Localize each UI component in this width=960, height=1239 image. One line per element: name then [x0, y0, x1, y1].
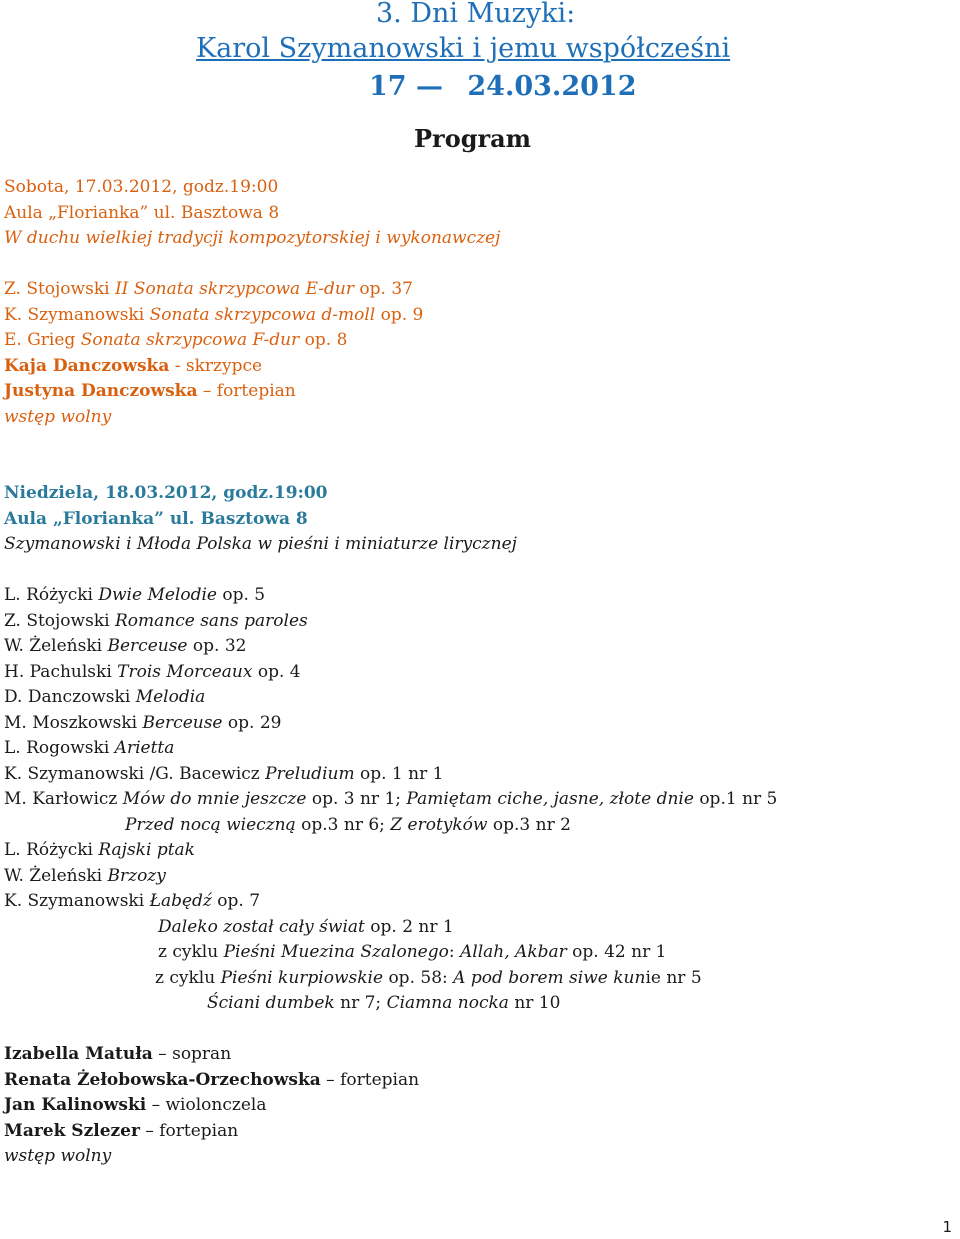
program-item-continued: Ściani dumbek nr 7; Ciamna nocka nr 10	[207, 993, 561, 1013]
saturday-section	[4, 175, 934, 430]
performer: Marek Szlezer – fortepian	[4, 1120, 239, 1141]
program-item-continued: z cyklu Pieśni kurpiowskie op. 58: A pod borem siwe kunie nr 5	[155, 967, 702, 988]
program-item: W. Żeleński Brzozy	[4, 865, 166, 886]
sunday-theme: Szymanowski i Młoda Polska w pieśni i miniaturze lirycznej	[4, 534, 517, 554]
sunday-date: Niedziela, 18.03.2012, godz.19:00	[4, 483, 328, 503]
program-item: Z. Stojowski II Sonata skrzypcowa E-dur op. 37	[4, 279, 413, 299]
program-item: D. Danczowski Melodia	[4, 687, 206, 707]
program-item: W. Żeleński Berceuse op. 32	[4, 636, 247, 656]
program-item-continued: Daleko został cały świat op. 2 nr 1	[158, 916, 454, 937]
program-item: L. Różycki Rajski ptak	[4, 840, 195, 860]
program-item-continued: z cyklu Pieśni Muezina Szalonego: Allah, Akbar op. 42 nr 1	[158, 942, 667, 962]
program-item: H. Pachulski Trois Morceaux op. 4	[4, 661, 301, 682]
program-item-continued: Przed nocą wieczną op.3 nr 6; Z erotyków op.3 nr 2	[125, 814, 571, 835]
performer: Renata Żełobowska-Orzechowska – fortepian	[4, 1069, 420, 1090]
performer: Justyna Danczowska – fortepian	[4, 381, 296, 401]
date-end: 24.03.2012	[467, 71, 637, 102]
program-item: E. Grieg Sonata skrzypcowa F-dur op. 8	[4, 330, 348, 350]
saturday-venue: Aula „Florianka” ul. Basztowa 8	[4, 202, 280, 223]
festival-dates	[369, 71, 636, 102]
saturday-date: Sobota, 17.03.2012, godz.19:00	[4, 177, 279, 197]
page-number: 1	[942, 1218, 952, 1236]
saturday-theme: W duchu wielkiej tradycji kompozytorskiej i wykonawczej	[4, 228, 501, 248]
performer: Jan Kalinowski – wiolonczela	[4, 1095, 267, 1115]
performer: Kaja Danczowska - skrzypce	[4, 355, 263, 376]
performer: Izabella Matuła – sopran	[4, 1044, 232, 1064]
festival-subtitle: Karol Szymanowski i jemu współcześni	[196, 33, 731, 64]
program-heading: Program	[414, 124, 532, 153]
sunday-venue: Aula „Florianka” ul. Basztowa 8	[4, 508, 308, 529]
festival-title: 3. Dni Muzyki:	[376, 0, 576, 29]
program-item: L. Rogowski Arietta	[4, 738, 175, 758]
program-item: M. Karłowicz Mów do mnie jeszcze op. 3 nr 1; Pamiętam ciche, jasne, złote dnie op.1 nr 5	[4, 789, 778, 809]
program-item: Z. Stojowski Romance sans paroles	[4, 610, 308, 631]
sunday-section	[4, 481, 934, 1170]
program-item: L. Różycki Dwie Melodie op. 5	[4, 585, 266, 605]
date-start: 17	[369, 71, 407, 102]
program-item: K. Szymanowski Sonata skrzypcowa d-moll op. 9	[4, 304, 424, 325]
saturday-entry: wstęp wolny	[4, 406, 112, 427]
program-item: K. Szymanowski Łabędź op. 7	[4, 891, 261, 911]
sunday-entry: wstęp wolny	[4, 1146, 112, 1166]
program-item: M. Moszkowski Berceuse op. 29	[4, 712, 282, 733]
date-dash: —	[415, 71, 443, 102]
program-item: K. Szymanowski /G. Bacewicz Preludium op. 1 nr 1	[4, 763, 444, 784]
